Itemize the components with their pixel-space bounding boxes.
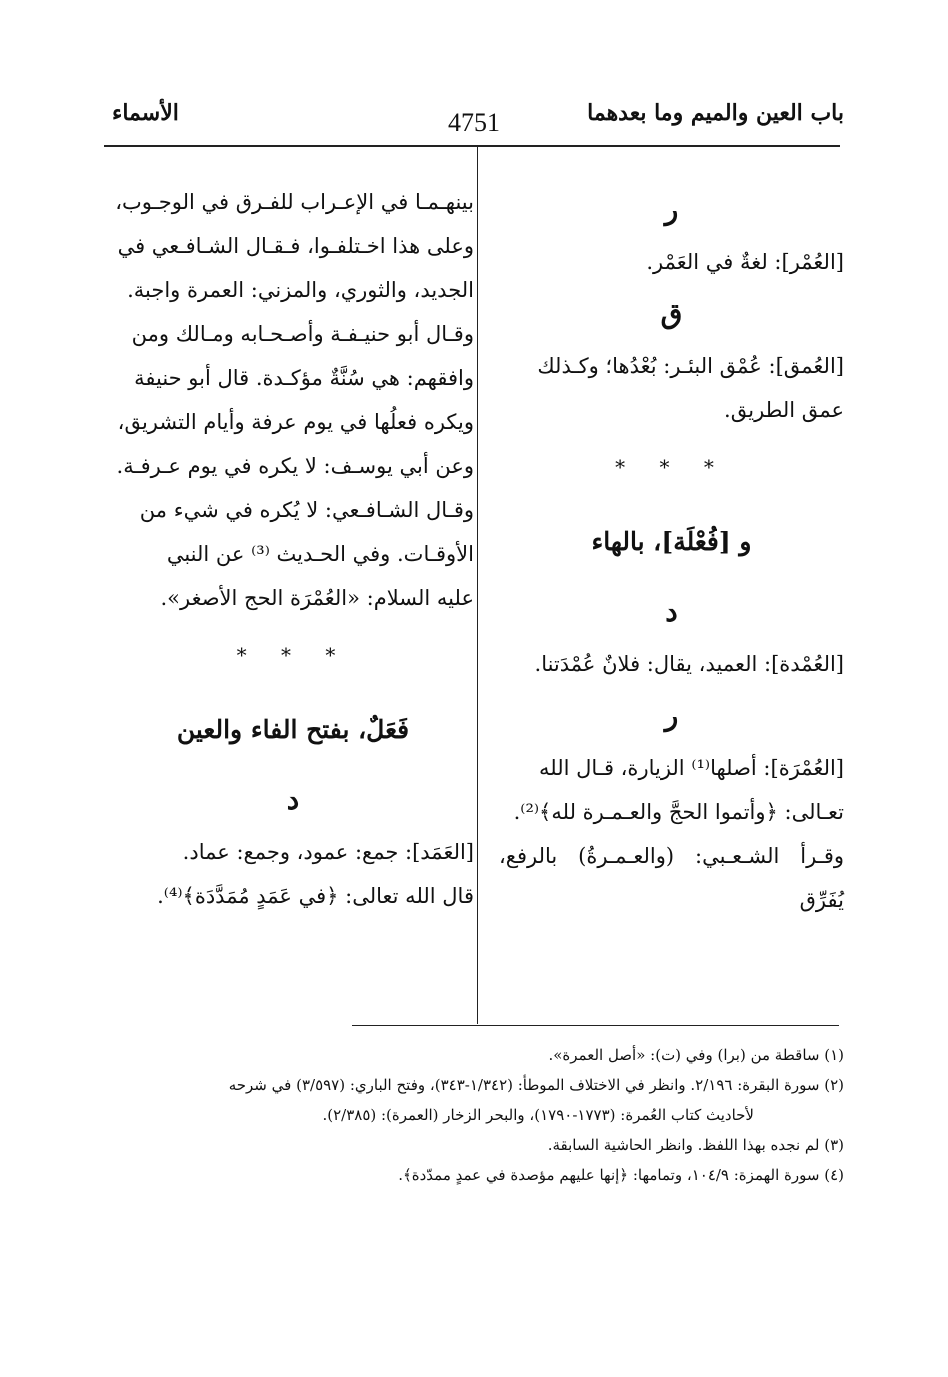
text-line: الجديد، والثوري، والمزني: العمرة واجبة. [127,278,474,302]
section-title-fula: و [فُعْلَة]، بالهاء [591,527,752,556]
footnote-4: (٤) سورة الهمزة: ١٠٤/٩، وتمامها: ﴿إنها عليهم مؤصدة في عمدٍ ممدّدة﴾. [398,1166,844,1184]
text-line: بينهـمـا في الإعـراب للفـرق في الوجـوب، [115,190,474,214]
header-section-title: الأسماء [112,100,179,126]
letter-heading-ra: ر [664,193,679,226]
left-column [112,180,474,918]
entry-umr: [العُمْر]: لغةٌ في العَمْر. [646,250,844,274]
footnote-1: (١) ساقطة من (برا) وفي (ت): «أصل العمرة». [548,1046,844,1064]
letter-heading-qaf: ق [660,297,683,330]
header-chapter-title: باب العين والميم وما بعدهما [587,100,844,126]
footnote-3: (٣) لم نجده بهذا اللفظ. وانظر الحاشية السابقة. [547,1136,844,1154]
entry-umq-line1: [العُمق]: عُمْق البئـر: بُعْدُها؛ وكـذلك [537,354,844,378]
separator-stars: * * * [615,455,728,479]
text-line: وافقهم: هي سُنَّةٌ مؤكـدة. قال أبو حنيفة [134,366,474,390]
text-line: عليه السلام: «العُمْرَة الحج الأصغر». [160,586,474,610]
footnote-rule [352,1025,839,1026]
entry-amad-line2: قال الله تعالى: ﴿في عَمَدٍ مُمَدَّدَة﴾⁽⁴⁾. [157,884,474,908]
page-number: 4751 [448,108,500,137]
entry-umra-line3: وقـرأ الشـعـبي: (والعـمـرةُ) بالرفع، يُفَرِّق [499,844,844,912]
column-divider [477,147,478,1024]
text-line: وقـال الشـافـعي: لا يُكره في شيء من [139,498,474,522]
text-line: وعن أبي يوسـف: لا يكره في يوم عـرفـة. [116,454,474,478]
section-title-faal: فَعَلٌ، بفتح الفاء والعين [176,715,410,744]
entry-umra-line2: تعـالى: ﴿وأتموا الحجَّ والعـمـرة لله﴾⁽²⁾. [513,800,844,824]
entry-umra-line1: [العُمْرَة]: أصلها⁽¹⁾ الزيارة، قـال الله [539,756,844,780]
entry-amad-line1: [العَمَد]: جمع: عمود، وجمع: عماد. [182,840,474,864]
text-line: الأوقـات. وفي الحـديث ⁽³⁾ عن النبي [166,542,474,566]
text-line: ويكره فعلُها في يوم عرفة وأيام التشريق، [117,410,474,434]
letter-heading-dal: د [286,783,300,816]
separator-stars: * * * [236,643,350,667]
text-line: وعلى هذا اخـتلفـوا، فـقـال الشـافـعي في [117,234,474,258]
footnote-2: (٢) سورة البقرة: ٢/١٩٦. وانظر في الاختلاف الموطأ: (١/٣٤٢-٣٤٣)، وفتح الباري: (٣/٥٩٧) في شرحه [228,1076,844,1094]
text-line: وقـال أبو حنيـفـة وأصـحـابه ومـالك ومن [131,322,474,346]
footnotes [104,1040,844,1190]
letter-heading-ra-2: ر [664,699,679,732]
header-rule [104,145,840,147]
entry-umda: [العُمْدة]: العميد، يقال: فلانٌ عُمْدَتنا. [534,652,844,676]
letter-heading-dal: د [665,595,678,628]
entry-umq-line2: عمق الطريق. [724,398,844,422]
right-column [499,180,844,922]
footnote-2-continued: لأحاديث كتاب العُمرة: (١٧٧٣-١٧٩٠)، والبحر الزخار (العمرة): (٢/٣٨٥). [322,1106,754,1124]
